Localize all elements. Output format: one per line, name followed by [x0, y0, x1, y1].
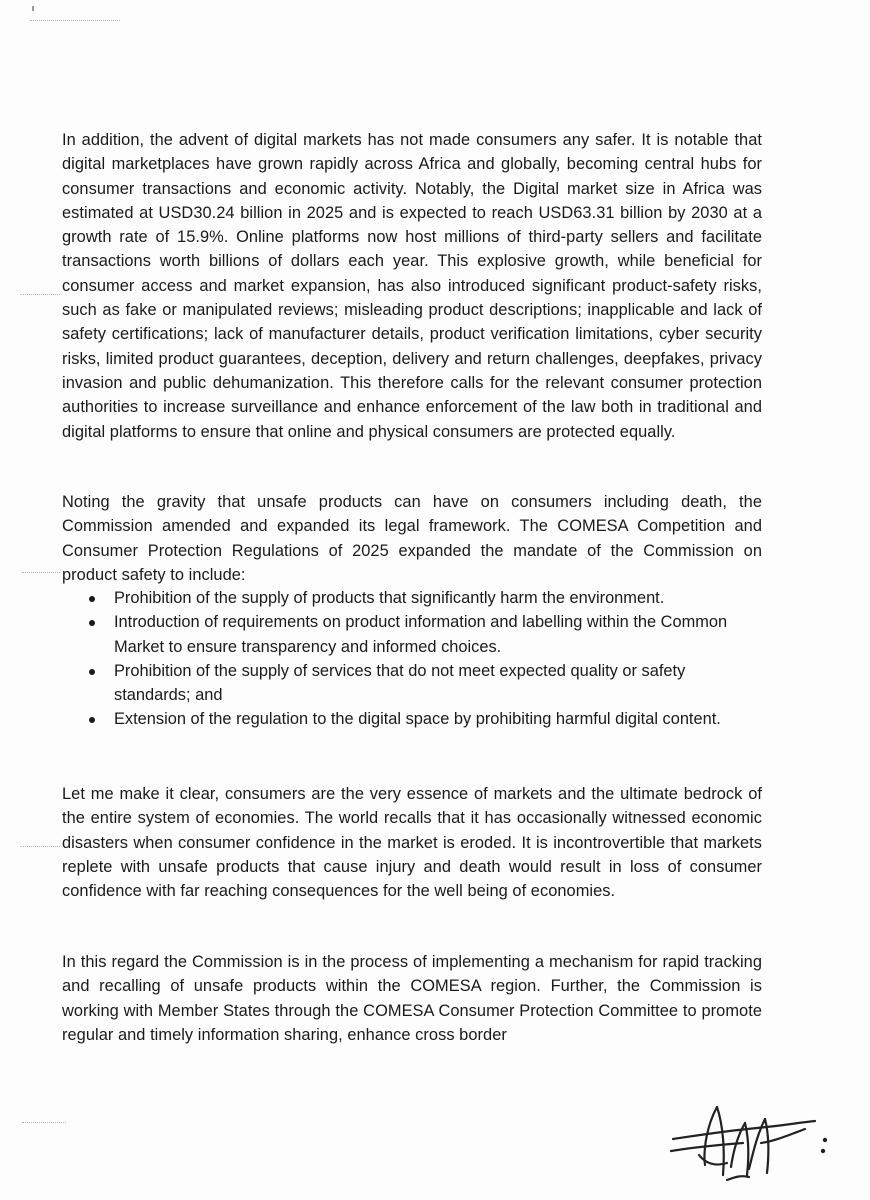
list-item	[62, 586, 762, 610]
handwritten-signature-icon	[665, 1095, 835, 1190]
paragraph-consumer-confidence: Let me make it clear, consumers are the very essence of markets and the ultimate bedrock of the entire system of economies. The world recalls that it has occasionally witnessed economic disasters when consumer confidence in the market is eroded. It is incontrovertible that markets replete with unsafe products that cause injury and death would result in loss of consumer confidence with far reaching consequences for the well being of economies.	[62, 785, 762, 901]
bullet-icon	[89, 620, 95, 626]
scan-artifact	[22, 1122, 66, 1124]
list-item-text: Extension of the regulation to the digital space by prohibiting harmful digital content.	[114, 710, 721, 729]
bullet-icon	[89, 717, 95, 723]
scan-artifact	[30, 20, 120, 22]
paragraph-digital-markets: In addition, the advent of digital markets has not made consumers any safer. It is notable that digital marketplaces have grown rapidly across Africa and globally, becoming central hubs for consumer transactions and economic activity. Notably, the Digital market size in Africa was estimated at USD30.24 billion in 2025 and is expected to reach USD63.31 billion by 2030 at a growth rate of 15.9%. Online platforms now host millions of third-party sellers and facilitate transactions worth billions of dollars each year. This explosive growth, while beneficial for consumer access and market expansion, has also introduced significant product-safety risks, such as fake or manipulated reviews; misleading product descriptions; inapplicable and lack of safety certifications; lack of manufacturer details, product verification limitations, cyber security risks, limited product guarantees, deception, delivery and return challenges, deepfakes, privacy invasion and public dehumanization. This therefore calls for the relevant consumer protection authorities to increase surveillance and enhance enforcement of the law both in traditional and digital platforms to ensure that online and physical consumers are protected equally.	[62, 131, 762, 441]
list-item-text: Introduction of requirements on product information and labelling within the Common Market to ensure transparency and informed choices.	[114, 613, 728, 656]
list-item	[62, 659, 762, 708]
bullet-icon	[89, 669, 95, 675]
product-safety-mandate-list	[62, 586, 762, 732]
list-item	[62, 610, 762, 659]
scan-artifact	[32, 6, 34, 11]
scan-artifact	[20, 294, 60, 296]
scan-artifact	[20, 846, 60, 848]
list-item-text: Prohibition of the supply of services that do not meet expected quality or safety standards; and	[114, 661, 686, 705]
paragraph-recall-mechanism: In this regard the Commission is in the process of implementing a mechanism for rapid tracking and recalling of unsafe products within the COMESA region. Further, the Commission is working with Member States through the COMESA Consumer Protection Committee to promote regular and timely information sharing, enhance cross border	[62, 953, 762, 1044]
list-item-text: Prohibition of the supply of products that significantly harm the environment.	[114, 589, 665, 607]
scan-artifact	[22, 572, 60, 574]
paragraph-legal-framework: Noting the gravity that unsafe products can have on consumers including death, the Commission amended and expanded its legal framework. The COMESA Competition and Consumer Protection Regulations of 2025 expanded the mandate of the Commission on product safety to include:	[62, 493, 762, 584]
list-item	[62, 707, 762, 731]
bullet-icon	[89, 596, 95, 602]
